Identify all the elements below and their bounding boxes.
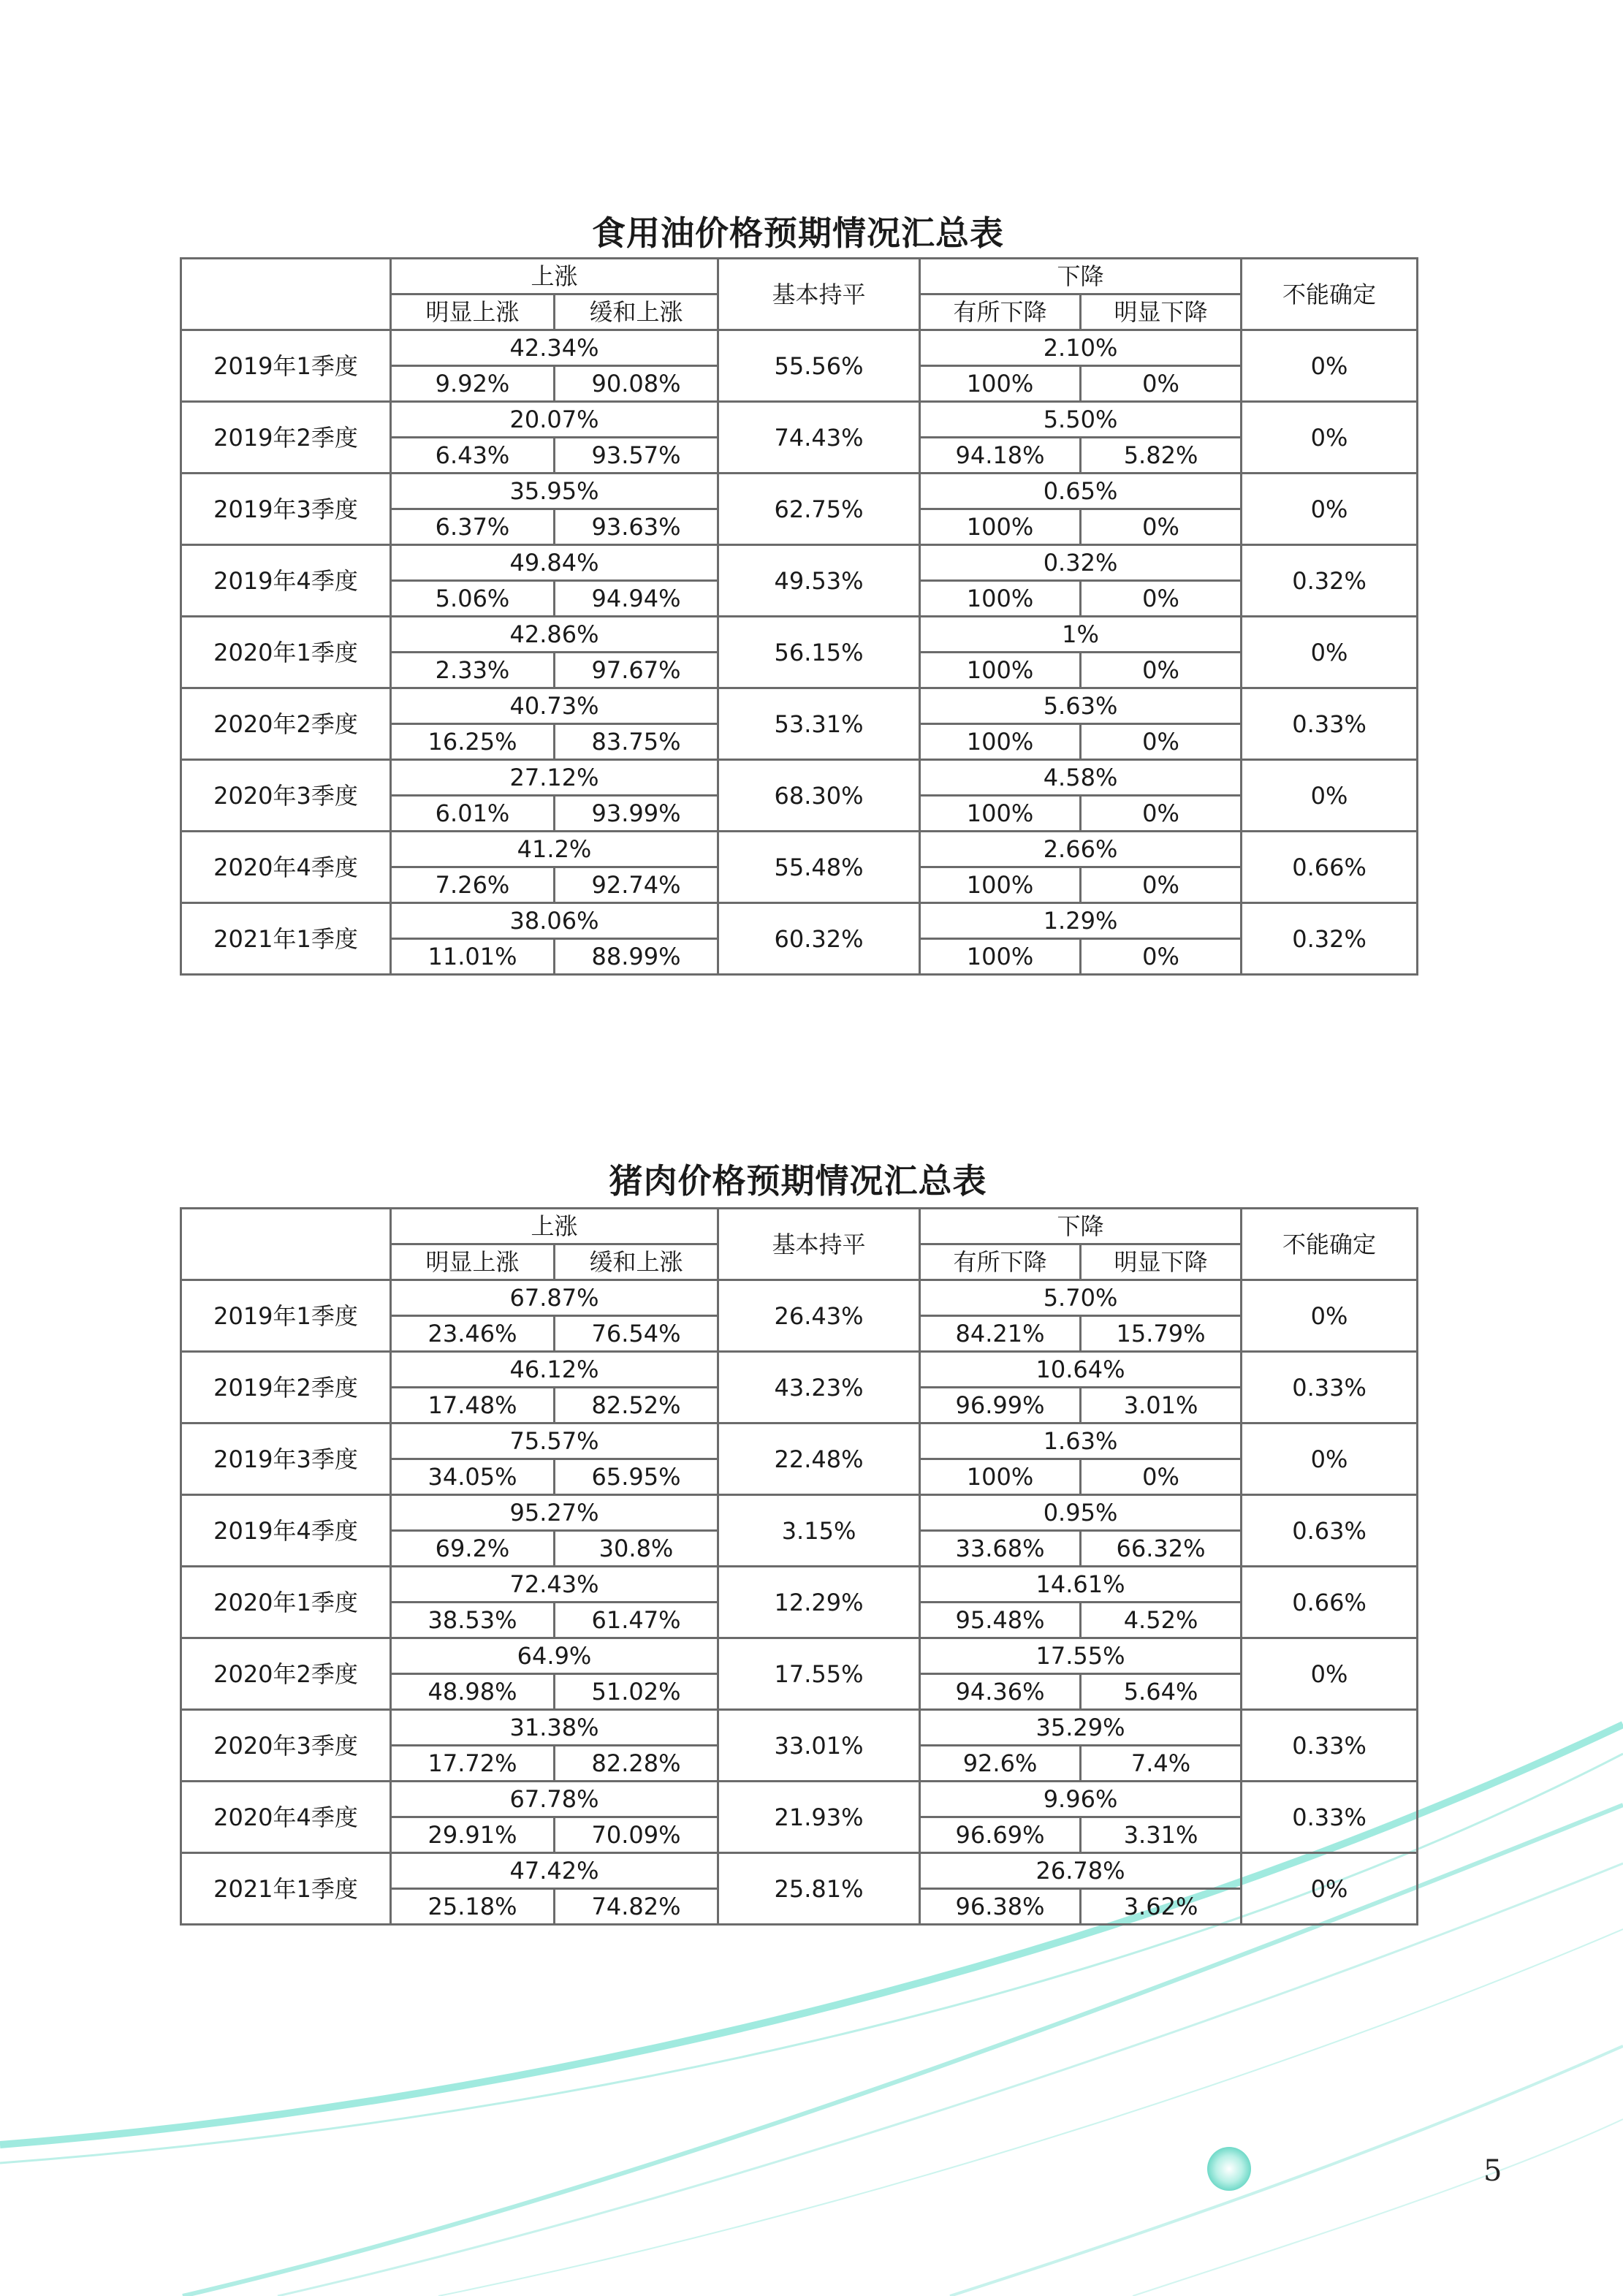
cell-fall-some: 100% [920, 1459, 1081, 1495]
header-empty-cell [181, 259, 391, 330]
cell-flat: 22.48% [718, 1423, 920, 1495]
header-flat: 基本持平 [718, 1209, 920, 1280]
table-row [181, 1280, 1418, 1316]
cell-rise-mild: 61.47% [555, 1603, 718, 1638]
cell-rise-total: 64.9% [391, 1638, 718, 1674]
cell-rise-significant: 9.92% [391, 366, 555, 402]
cell-fall-total: 17.55% [920, 1638, 1242, 1674]
cell-fall-some: 100% [920, 509, 1081, 545]
edible-oil-price-table [180, 257, 1418, 976]
cell-fall-total: 26.78% [920, 1853, 1242, 1889]
cell-rise-total: 72.43% [391, 1567, 718, 1603]
cell-uncertain: 0.33% [1242, 1710, 1418, 1782]
cell-rise-mild: 92.74% [555, 867, 718, 903]
cell-fall-total: 1% [920, 617, 1242, 653]
cell-rise-total: 42.34% [391, 330, 718, 366]
cell-flat: 25.81% [718, 1853, 920, 1925]
cell-rise-significant: 69.2% [391, 1531, 555, 1567]
cell-fall-total: 4.58% [920, 760, 1242, 796]
cell-fall-significant: 0% [1081, 1459, 1242, 1495]
header-rise: 上涨 [391, 1209, 718, 1244]
cell-rise-significant: 7.26% [391, 867, 555, 903]
table-row [181, 1638, 1418, 1674]
cell-flat: 33.01% [718, 1710, 920, 1782]
cell-rise-mild: 30.8% [555, 1531, 718, 1567]
cell-rise-mild: 65.95% [555, 1459, 718, 1495]
cell-uncertain: 0.66% [1242, 832, 1418, 903]
cell-flat: 3.15% [718, 1495, 920, 1567]
row-label-quarter: 2021年1季度 [181, 1853, 391, 1925]
header-uncertain: 不能确定 [1242, 1209, 1418, 1280]
row-label-quarter: 2019年3季度 [181, 474, 391, 545]
table-row [181, 688, 1418, 724]
cell-fall-total: 5.70% [920, 1280, 1242, 1316]
cell-rise-significant: 25.18% [391, 1889, 555, 1925]
cell-rise-significant: 11.01% [391, 939, 555, 975]
cell-uncertain: 0% [1242, 760, 1418, 832]
table-title-edible-oil: 食用油价格预期情况汇总表 [592, 213, 1004, 253]
cell-rise-mild: 90.08% [555, 366, 718, 402]
cell-fall-some: 96.38% [920, 1889, 1081, 1925]
table-row [181, 330, 1418, 366]
cell-rise-significant: 6.37% [391, 509, 555, 545]
cell-flat: 68.30% [718, 760, 920, 832]
cell-flat: 21.93% [718, 1782, 920, 1853]
cell-rise-significant: 6.01% [391, 796, 555, 832]
cell-fall-some: 92.6% [920, 1746, 1081, 1782]
cell-fall-significant: 3.62% [1081, 1889, 1242, 1925]
row-label-quarter: 2020年3季度 [181, 1710, 391, 1782]
cell-rise-mild: 74.82% [555, 1889, 718, 1925]
cell-fall-total: 5.63% [920, 688, 1242, 724]
header-uncertain: 不能确定 [1242, 259, 1418, 330]
cell-uncertain: 0.32% [1242, 903, 1418, 975]
table-row [181, 832, 1418, 867]
table-row [181, 1853, 1418, 1889]
cell-rise-significant: 23.46% [391, 1316, 555, 1352]
cell-fall-some: 100% [920, 796, 1081, 832]
row-label-quarter: 2020年2季度 [181, 688, 391, 760]
cell-rise-mild: 83.75% [555, 724, 718, 760]
row-label-quarter: 2019年3季度 [181, 1423, 391, 1495]
pork-price-table [180, 1207, 1418, 1926]
table-title-pork: 猪肉价格预期情况汇总表 [609, 1161, 987, 1201]
cell-rise-total: 75.57% [391, 1423, 718, 1459]
cell-rise-total: 67.87% [391, 1280, 718, 1316]
cell-fall-significant: 66.32% [1081, 1531, 1242, 1567]
header-fall-significant: 明显下降 [1081, 294, 1242, 330]
cell-uncertain: 0% [1242, 1280, 1418, 1352]
cell-fall-some: 94.18% [920, 438, 1081, 474]
cell-flat: 62.75% [718, 474, 920, 545]
header-fall: 下降 [920, 1209, 1242, 1244]
cell-flat: 17.55% [718, 1638, 920, 1710]
table-row [181, 1567, 1418, 1603]
row-label-quarter: 2019年1季度 [181, 1280, 391, 1352]
header-rise-significant: 明显上涨 [391, 294, 555, 330]
row-label-quarter: 2019年2季度 [181, 402, 391, 474]
table-row [181, 1352, 1418, 1388]
table-row [181, 617, 1418, 653]
cell-fall-significant: 0% [1081, 653, 1242, 688]
cell-rise-mild: 76.54% [555, 1316, 718, 1352]
row-label-quarter: 2019年4季度 [181, 545, 391, 617]
cell-fall-total: 0.32% [920, 545, 1242, 581]
cell-fall-some: 100% [920, 939, 1081, 975]
cell-flat: 43.23% [718, 1352, 920, 1423]
cell-rise-total: 38.06% [391, 903, 718, 939]
cell-uncertain: 0.66% [1242, 1567, 1418, 1638]
cell-rise-mild: 93.57% [555, 438, 718, 474]
cell-fall-total: 1.29% [920, 903, 1242, 939]
row-label-quarter: 2021年1季度 [181, 903, 391, 975]
cell-rise-total: 31.38% [391, 1710, 718, 1746]
cell-rise-significant: 48.98% [391, 1674, 555, 1710]
cell-fall-total: 0.65% [920, 474, 1242, 509]
table-row [181, 1495, 1418, 1531]
cell-fall-some: 94.36% [920, 1674, 1081, 1710]
cell-rise-total: 46.12% [391, 1352, 718, 1388]
cell-uncertain: 0% [1242, 1423, 1418, 1495]
cell-fall-total: 2.10% [920, 330, 1242, 366]
cell-fall-significant: 0% [1081, 796, 1242, 832]
cell-uncertain: 0% [1242, 1638, 1418, 1710]
cell-fall-total: 35.29% [920, 1710, 1242, 1746]
header-rise-mild: 缓和上涨 [555, 1244, 718, 1280]
cell-fall-significant: 4.52% [1081, 1603, 1242, 1638]
cell-rise-significant: 5.06% [391, 581, 555, 617]
cell-flat: 53.31% [718, 688, 920, 760]
table-row [181, 903, 1418, 939]
cell-fall-total: 0.95% [920, 1495, 1242, 1531]
cell-fall-significant: 7.4% [1081, 1746, 1242, 1782]
cell-flat: 55.56% [718, 330, 920, 402]
header-flat: 基本持平 [718, 259, 920, 330]
cell-fall-some: 100% [920, 867, 1081, 903]
cell-fall-some: 100% [920, 653, 1081, 688]
cell-fall-some: 100% [920, 366, 1081, 402]
cell-rise-total: 49.84% [391, 545, 718, 581]
row-label-quarter: 2020年2季度 [181, 1638, 391, 1710]
cell-flat: 60.32% [718, 903, 920, 975]
cell-rise-total: 67.78% [391, 1782, 718, 1817]
cell-rise-total: 27.12% [391, 760, 718, 796]
header-rise: 上涨 [391, 259, 718, 294]
row-label-quarter: 2019年4季度 [181, 1495, 391, 1567]
cell-rise-mild: 93.63% [555, 509, 718, 545]
header-rise-mild: 缓和上涨 [555, 294, 718, 330]
table-row [181, 1423, 1418, 1459]
cell-uncertain: 0% [1242, 617, 1418, 688]
cell-fall-total: 5.50% [920, 402, 1242, 438]
cell-fall-significant: 5.64% [1081, 1674, 1242, 1710]
cell-fall-some: 100% [920, 581, 1081, 617]
header-fall-some: 有所下降 [920, 294, 1081, 330]
cell-flat: 56.15% [718, 617, 920, 688]
cell-fall-significant: 3.31% [1081, 1817, 1242, 1853]
header-fall-significant: 明显下降 [1081, 1244, 1242, 1280]
cell-fall-significant: 5.82% [1081, 438, 1242, 474]
cell-rise-mild: 51.02% [555, 1674, 718, 1710]
cell-rise-significant: 34.05% [391, 1459, 555, 1495]
cell-rise-significant: 2.33% [391, 653, 555, 688]
cell-rise-significant: 17.72% [391, 1746, 555, 1782]
cell-rise-mild: 97.67% [555, 653, 718, 688]
cell-fall-total: 10.64% [920, 1352, 1242, 1388]
row-label-quarter: 2020年1季度 [181, 617, 391, 688]
header-fall-some: 有所下降 [920, 1244, 1081, 1280]
cell-fall-significant: 0% [1081, 724, 1242, 760]
cell-rise-total: 42.86% [391, 617, 718, 653]
cell-fall-significant: 0% [1081, 939, 1242, 975]
row-label-quarter: 2020年1季度 [181, 1567, 391, 1638]
row-label-quarter: 2019年1季度 [181, 330, 391, 402]
cell-flat: 26.43% [718, 1280, 920, 1352]
cell-fall-some: 96.69% [920, 1817, 1081, 1853]
table-row [181, 1710, 1418, 1746]
cell-flat: 55.48% [718, 832, 920, 903]
cell-fall-significant: 0% [1081, 581, 1242, 617]
cell-rise-total: 41.2% [391, 832, 718, 867]
cell-rise-significant: 6.43% [391, 438, 555, 474]
table-row [181, 402, 1418, 438]
cell-fall-total: 9.96% [920, 1782, 1242, 1817]
row-label-quarter: 2020年3季度 [181, 760, 391, 832]
cell-uncertain: 0.33% [1242, 688, 1418, 760]
cell-rise-mild: 82.28% [555, 1746, 718, 1782]
decorative-bubble [1207, 2147, 1251, 2191]
cell-fall-some: 96.99% [920, 1388, 1081, 1423]
cell-flat: 49.53% [718, 545, 920, 617]
cell-uncertain: 0% [1242, 330, 1418, 402]
cell-rise-mild: 82.52% [555, 1388, 718, 1423]
header-rise-significant: 明显上涨 [391, 1244, 555, 1280]
cell-flat: 12.29% [718, 1567, 920, 1638]
cell-rise-mild: 88.99% [555, 939, 718, 975]
row-label-quarter: 2019年2季度 [181, 1352, 391, 1423]
cell-rise-significant: 29.91% [391, 1817, 555, 1853]
cell-fall-some: 95.48% [920, 1603, 1081, 1638]
cell-rise-mild: 93.99% [555, 796, 718, 832]
cell-fall-significant: 0% [1081, 867, 1242, 903]
row-label-quarter: 2020年4季度 [181, 1782, 391, 1853]
cell-fall-total: 1.63% [920, 1423, 1242, 1459]
cell-fall-some: 33.68% [920, 1531, 1081, 1567]
cell-rise-mild: 70.09% [555, 1817, 718, 1853]
cell-rise-total: 20.07% [391, 402, 718, 438]
row-label-quarter: 2020年4季度 [181, 832, 391, 903]
header-empty-cell [181, 1209, 391, 1280]
table-row [181, 545, 1418, 581]
cell-fall-total: 2.66% [920, 832, 1242, 867]
cell-fall-some: 84.21% [920, 1316, 1081, 1352]
cell-rise-total: 35.95% [391, 474, 718, 509]
cell-uncertain: 0.32% [1242, 545, 1418, 617]
cell-rise-total: 40.73% [391, 688, 718, 724]
cell-uncertain: 0.33% [1242, 1352, 1418, 1423]
cell-uncertain: 0% [1242, 1853, 1418, 1925]
table-row [181, 760, 1418, 796]
cell-rise-significant: 38.53% [391, 1603, 555, 1638]
cell-fall-significant: 0% [1081, 366, 1242, 402]
page-number: 5 [1483, 2154, 1502, 2188]
cell-uncertain: 0.63% [1242, 1495, 1418, 1567]
cell-fall-significant: 3.01% [1081, 1388, 1242, 1423]
cell-uncertain: 0% [1242, 474, 1418, 545]
cell-fall-significant: 0% [1081, 509, 1242, 545]
cell-uncertain: 0.33% [1242, 1782, 1418, 1853]
cell-flat: 74.43% [718, 402, 920, 474]
cell-rise-significant: 17.48% [391, 1388, 555, 1423]
cell-rise-total: 47.42% [391, 1853, 718, 1889]
cell-rise-total: 95.27% [391, 1495, 718, 1531]
header-fall: 下降 [920, 259, 1242, 294]
cell-fall-total: 14.61% [920, 1567, 1242, 1603]
cell-rise-mild: 94.94% [555, 581, 718, 617]
cell-uncertain: 0% [1242, 402, 1418, 474]
cell-fall-significant: 15.79% [1081, 1316, 1242, 1352]
table-row [181, 1782, 1418, 1817]
table-row [181, 474, 1418, 509]
cell-rise-significant: 16.25% [391, 724, 555, 760]
cell-fall-some: 100% [920, 724, 1081, 760]
